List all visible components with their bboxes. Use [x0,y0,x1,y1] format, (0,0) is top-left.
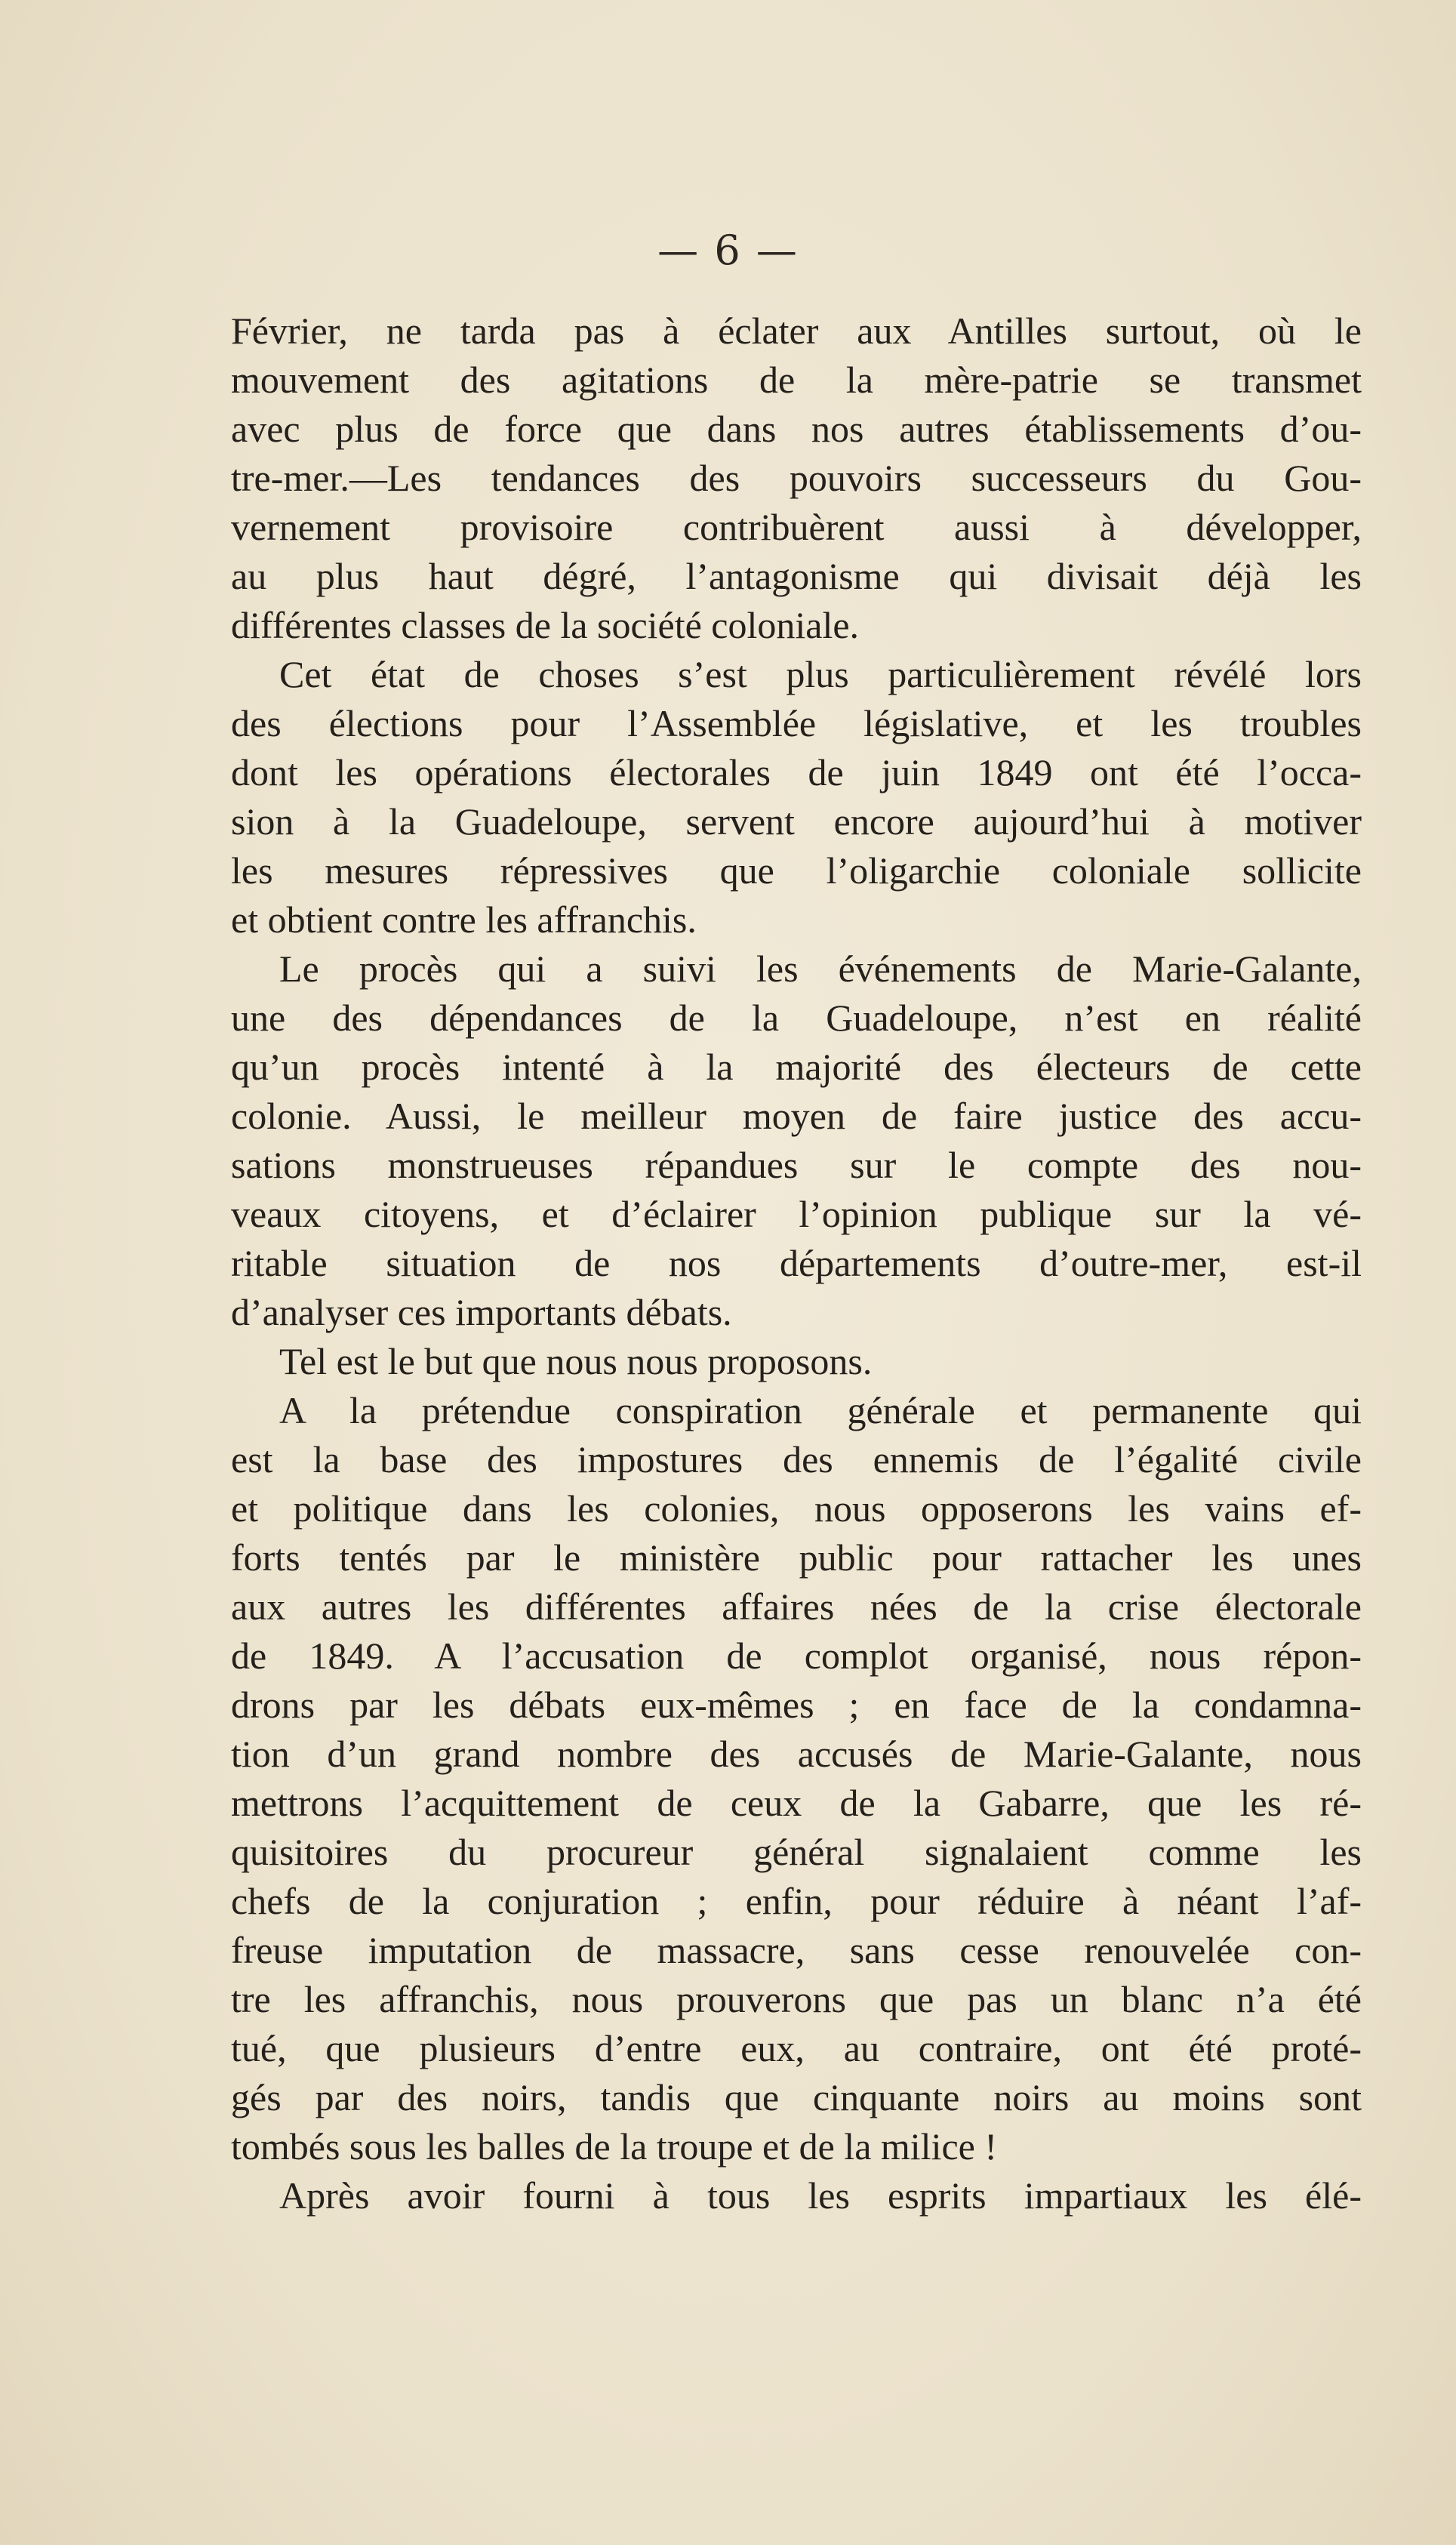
text-line: quisitoires du procureur général signalaient comme les [231,1831,1362,1873]
text-line: tué, que plusieurs d’entre eux, au contraire, ont été proté- [231,2027,1362,2069]
text-line: mouvement des agitations de la mère-patrie se transmet [231,359,1362,401]
text-line: colonie. Aussi, le meilleur moyen de faire justice des accu- [231,1095,1362,1137]
text-line: est la base des impostures des ennemis de l’égalité civile [231,1438,1362,1480]
text-line: les mesures répressives que l’oligarchie coloniale sollicite [231,849,1362,892]
text-line: et politique dans les colonies, nous opposerons les vains ef- [231,1487,1362,1530]
text-line: drons par les débats eux-mêmes ; en face de la condamna- [231,1684,1362,1726]
text-line: tion d’un grand nombre des accusés de Marie-Galante, nous [231,1733,1362,1775]
text-line: de 1849. A l’accusation de complot organisé, nous répon- [231,1635,1362,1677]
text-line: Tel est le but que nous nous proposons. [279,1340,873,1382]
text-line: et obtient contre les affranchis. [231,898,697,941]
text-line: vernement provisoire contribuèrent aussi à développer, [231,506,1362,548]
text-line: tombés sous les balles de la troupe et de la milice ! [231,2125,997,2168]
text-line: au plus haut dégré, l’antagonisme qui divisait déjà les [231,555,1362,597]
text-line: avec plus de force que dans nos autres établissements d’ou- [231,408,1362,450]
text-line: une des dépendances de la Guadeloupe, n’est en réalité [231,997,1362,1039]
text-line: gés par des noirs, tandis que cinquante noirs au moins sont [231,2076,1362,2118]
text-line: veaux citoyens, et d’éclairer l’opinion publique sur la vé- [231,1193,1362,1235]
text-line: forts tentés par le ministère public pour rattacher les unes [231,1536,1362,1579]
text-line: tre-mer.—Les tendances des pouvoirs successeurs du Gou- [231,457,1362,499]
text-line: mettrons l’acquittement de ceux de la Gabarre, que les ré- [231,1782,1362,1824]
text-line: Le procès qui a suivi les événements de Marie-Galante, [279,947,1362,990]
text-line: d’analyser ces importants débats. [231,1291,732,1333]
text-line: A la prétendue conspiration générale et permanente qui [279,1389,1362,1431]
text-line: Cet état de choses s’est plus particulièrement révélé lors [279,653,1362,695]
text-line: qu’un procès intenté à la majorité des électeurs de cette [231,1046,1362,1088]
text-line: dont les opérations électorales de juin 1849 ont été l’occa- [231,751,1362,793]
body-text [231,307,1362,2220]
text-line: chefs de la conjuration ; enfin, pour réduire à néant l’af- [231,1880,1362,1922]
page-number: — 6 — [657,226,799,274]
text-line: Février, ne tarda pas à éclater aux Antilles surtout, où le [231,310,1362,352]
text-line: aux autres les différentes affaires nées de la crise électorale [231,1585,1362,1628]
text-line: ritable situation de nos départements d’outre-mer, est-il [231,1242,1362,1284]
text-line: Après avoir fourni à tous les esprits impartiaux les élé- [279,2174,1362,2217]
text-line: tre les affranchis, nous prouverons que pas un blanc n’a été [231,1978,1362,2020]
text-line: sion à la Guadeloupe, servent encore aujourd’hui à motiver [231,800,1362,843]
text-line: sations monstrueuses répandues sur le compte des nou- [231,1144,1362,1186]
text-line: des élections pour l’Assemblée législative, et les troubles [231,702,1362,744]
text-line: différentes classes de la société coloniale. [231,604,860,646]
text-line: freuse imputation de massacre, sans cesse renouvelée con- [231,1929,1362,1971]
